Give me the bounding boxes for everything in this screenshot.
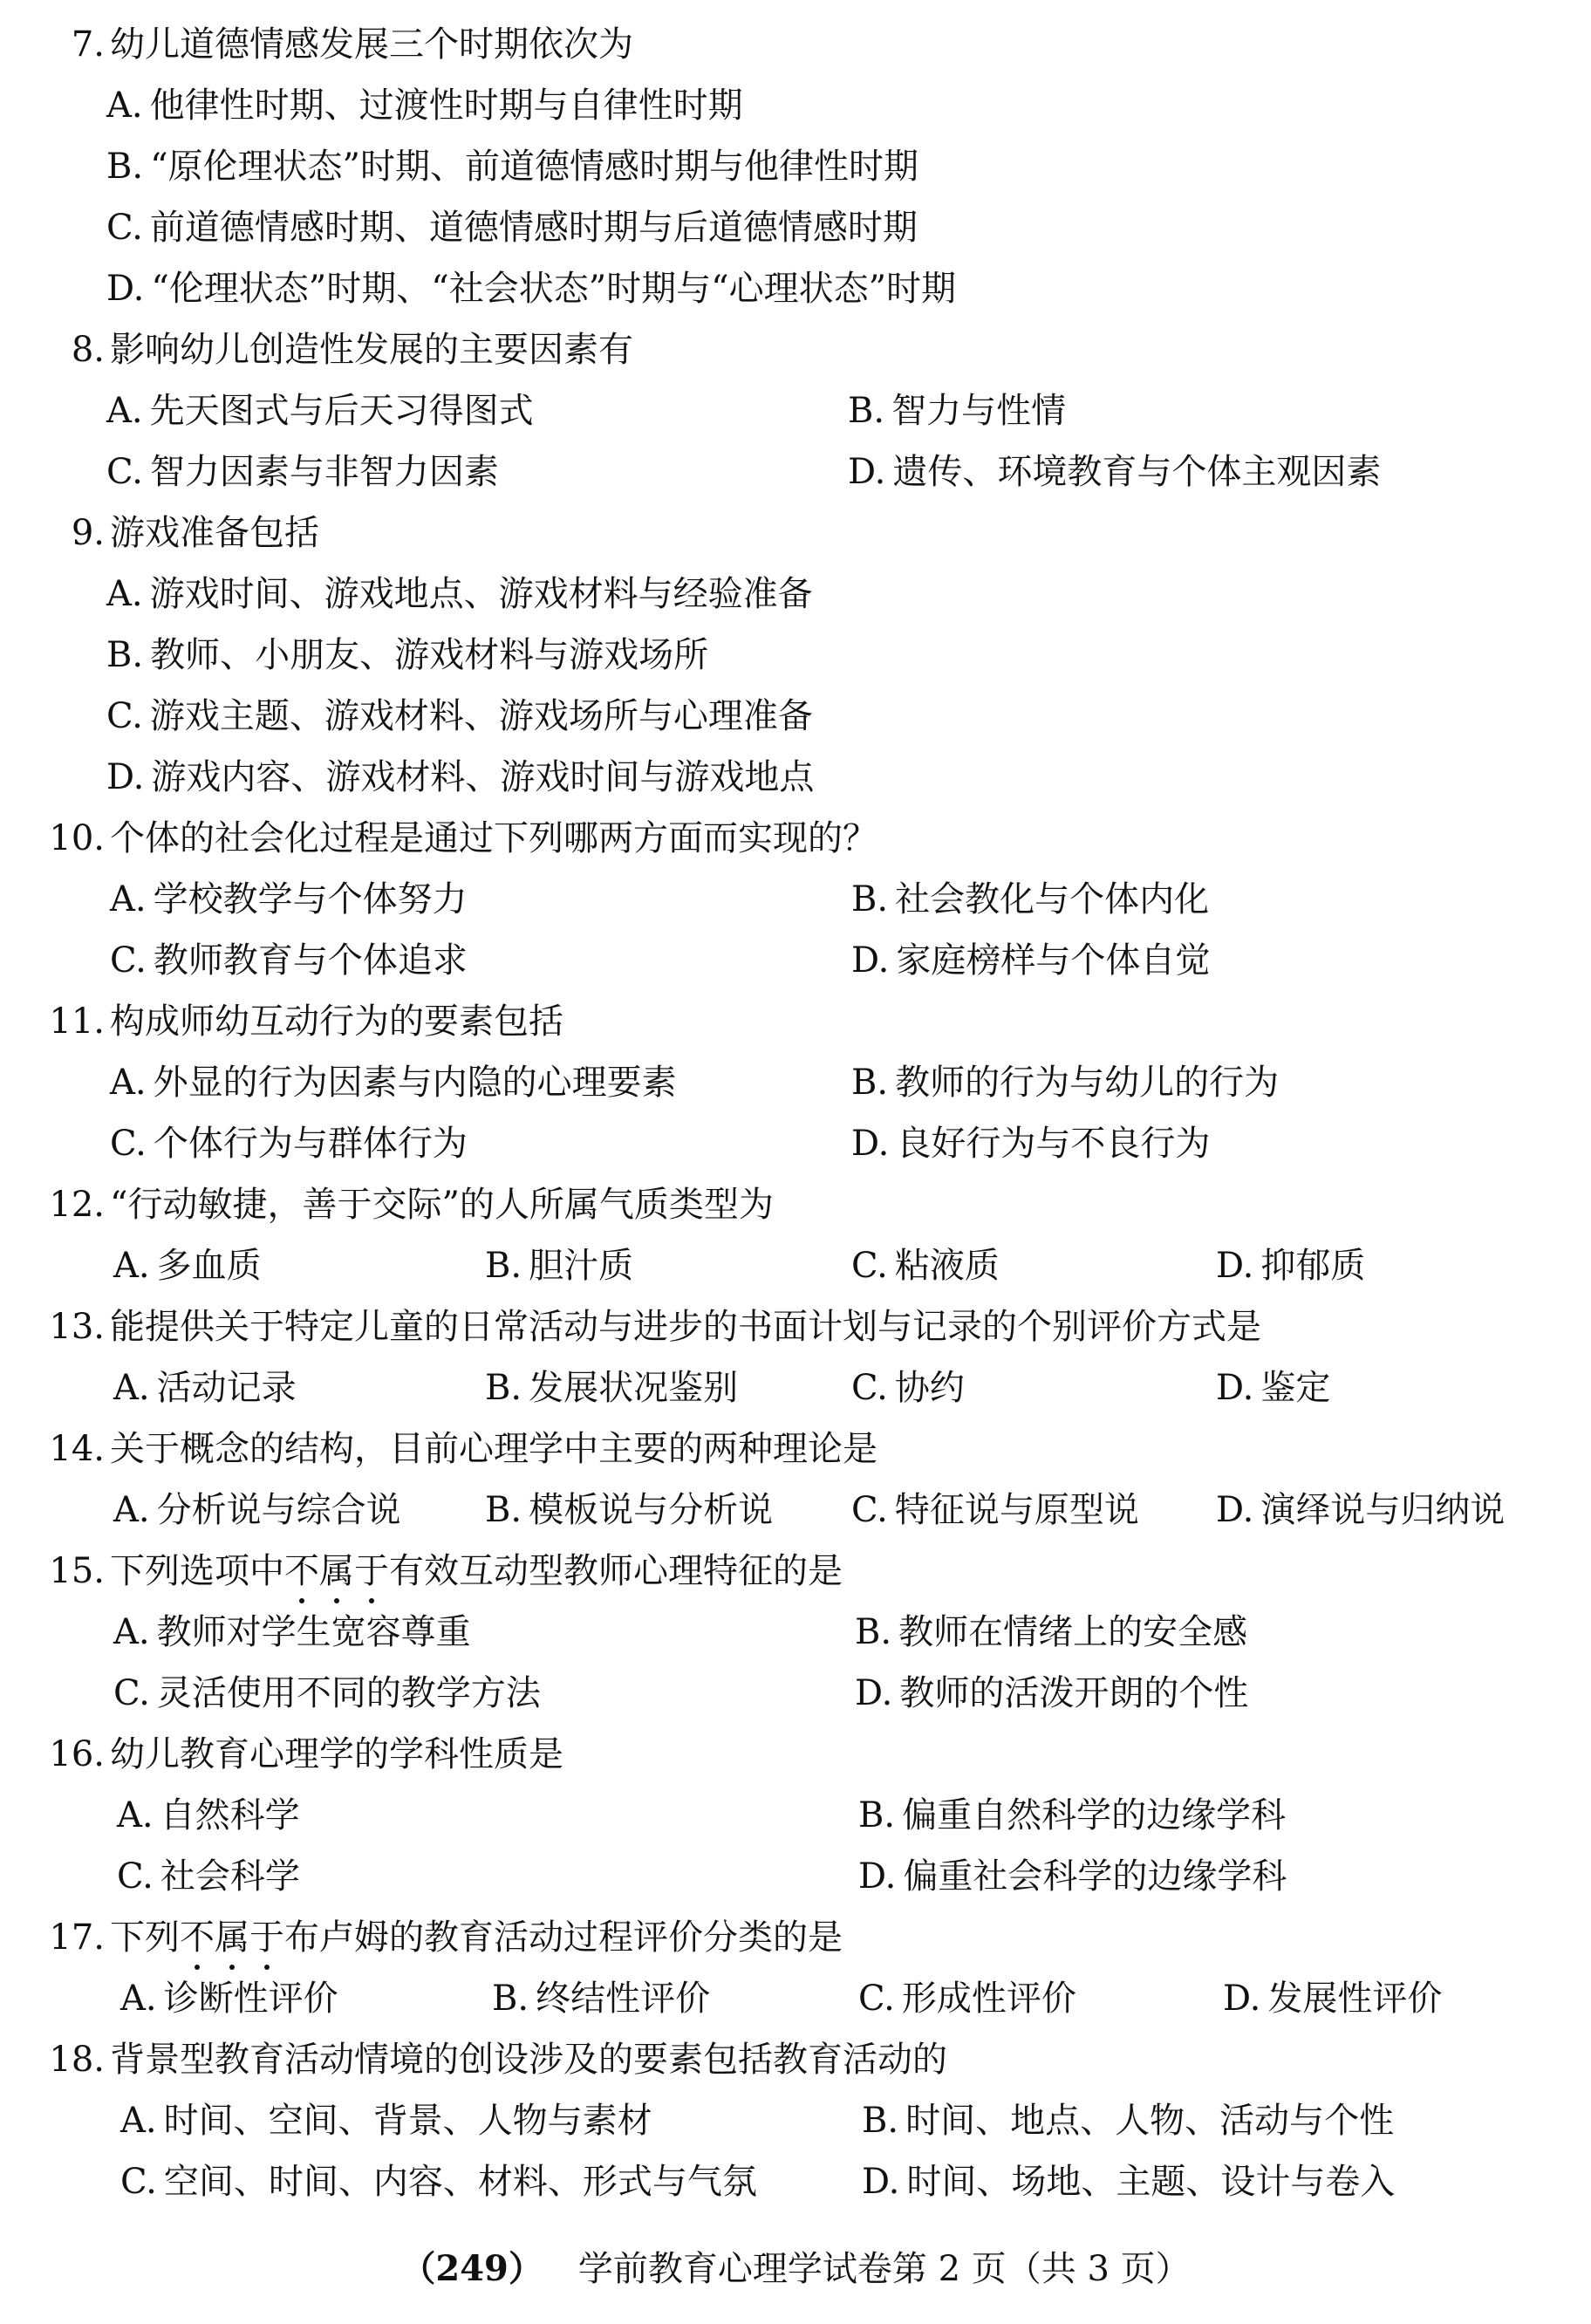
- question-text: 个体的社会化过程是通过下列哪两方面而实现的？: [110, 818, 877, 858]
- option-text: 演绎说与归纳说: [1260, 1490, 1506, 1530]
- option-label: B.: [855, 1612, 892, 1652]
- option-b: [485, 1481, 773, 1539]
- option-label: B.: [851, 1063, 889, 1103]
- question-text: 关于概念的结构，目前心理学中主要的两种理论是: [110, 1429, 877, 1469]
- option-label: B.: [848, 391, 885, 431]
- question-number: 13.: [49, 1307, 105, 1347]
- question-number: 18.: [49, 2040, 105, 2080]
- option-label: C.: [858, 1979, 895, 2019]
- question-number: 17.: [49, 1917, 105, 1958]
- option-d: [1216, 1237, 1365, 1295]
- option-b: [492, 1970, 710, 2027]
- emphasis-char: 属: [215, 1909, 249, 1966]
- option-a: [106, 565, 813, 623]
- option-label: A.: [113, 1612, 150, 1652]
- option-text: 良好行为与不良行为: [896, 1124, 1211, 1164]
- option-text: 形成性评价: [901, 1979, 1076, 2019]
- question-number: 7.: [71, 24, 105, 65]
- option-label: C.: [106, 208, 143, 248]
- emphasis-char: 于: [354, 1542, 389, 1600]
- option-text: 教师的行为与幼儿的行为: [895, 1063, 1280, 1103]
- option-d: [851, 932, 1210, 989]
- option-text: 偏重社会科学的边缘学科: [903, 1856, 1287, 1897]
- option-text: 空间、时间、内容、材料、形式与气氛: [163, 2162, 757, 2202]
- question-text: [110, 1909, 843, 1966]
- option-label: D.: [851, 1124, 890, 1164]
- option-text: 教师、小朋友、游戏材料与游戏场所: [150, 635, 709, 675]
- option-c: [851, 1359, 965, 1417]
- option-text: 前道德情感时期、道德情感时期与后道德情感时期: [149, 208, 918, 248]
- option-c: [110, 1115, 468, 1172]
- option-c: [851, 1237, 1000, 1295]
- option-label: B.: [485, 1368, 522, 1408]
- option-label: D.: [106, 757, 145, 797]
- option-label: A.: [106, 574, 143, 614]
- question-text: 背景型教育活动情境的创设涉及的要素包括教育活动的: [110, 2040, 947, 2080]
- option-label: C.: [120, 2162, 157, 2202]
- option-label: D.: [855, 1673, 893, 1713]
- option-b: [858, 1787, 1286, 1844]
- option-text: 粘液质: [894, 1246, 1000, 1286]
- option-text: 分析说与综合说: [156, 1490, 401, 1530]
- option-text: 活动记录: [156, 1368, 297, 1408]
- option-a: [120, 1970, 338, 2027]
- option-text: 教师对学生宽容尊重: [156, 1612, 471, 1652]
- option-a: [117, 1787, 300, 1844]
- option-d: [848, 443, 1381, 501]
- option-label: B.: [851, 879, 889, 919]
- option-text: 家庭榜样与个体自觉: [896, 940, 1211, 981]
- option-label: C.: [113, 1673, 150, 1713]
- option-d: [855, 1664, 1248, 1722]
- option-c: [106, 199, 918, 256]
- option-a: [113, 1237, 262, 1295]
- emphasis-char: 不: [180, 1909, 215, 1966]
- option-text: 游戏主题、游戏材料、游戏场所与心理准备: [149, 696, 813, 736]
- question-number: 12.: [49, 1185, 105, 1225]
- option-a: [106, 77, 743, 134]
- stem-prefix: 下列选项中: [110, 1551, 284, 1591]
- option-text: 智力因素与非智力因素: [149, 452, 499, 492]
- option-label: D.: [1216, 1368, 1254, 1408]
- question-text: 构成师幼互动行为的要素包括: [110, 1001, 563, 1042]
- option-label: D.: [106, 269, 145, 309]
- option-text: 教师教育与个体追求: [153, 940, 468, 981]
- option-label: A.: [117, 1795, 154, 1835]
- question-text: 能提供关于特定儿童的日常活动与进步的书面计划与记录的个别评价方式是: [110, 1307, 1261, 1347]
- option-text: 抑郁质: [1260, 1246, 1366, 1286]
- option-label: A.: [110, 1063, 147, 1103]
- option-text: 多血质: [156, 1246, 262, 1286]
- option-text: 智力与性情: [891, 391, 1067, 431]
- option-text: 他律性时期、过渡性时期与自律性时期: [149, 85, 743, 126]
- option-label: A.: [120, 1979, 157, 2019]
- option-label: B.: [862, 2101, 899, 2141]
- option-label: C.: [851, 1490, 888, 1530]
- option-text: 外显的行为因素与内隐的心理要素: [153, 1063, 677, 1103]
- option-a: [113, 1359, 297, 1417]
- question-number: 11.: [49, 1001, 105, 1042]
- option-b: [851, 871, 1209, 928]
- option-label: C.: [110, 940, 147, 981]
- option-c: [120, 2153, 757, 2211]
- option-c: [110, 932, 468, 989]
- stem-prefix: 下列: [110, 1917, 180, 1958]
- question-number: 16.: [49, 1734, 105, 1774]
- option-label: D.: [858, 1856, 897, 1897]
- emphasis-char: 属: [319, 1542, 354, 1600]
- option-label: D.: [1216, 1490, 1254, 1530]
- option-b: [862, 2092, 1394, 2150]
- option-text: 社会教化与个体内化: [895, 879, 1210, 919]
- option-label: B.: [492, 1979, 529, 2019]
- question-number: 15.: [49, 1551, 105, 1591]
- option-b: [106, 626, 708, 684]
- option-text: 时间、地点、人物、活动与个性: [905, 2101, 1395, 2141]
- option-text: 鉴定: [1260, 1368, 1331, 1408]
- option-text: 特征说与原型说: [894, 1490, 1139, 1530]
- option-label: C.: [851, 1368, 888, 1408]
- option-text: 学校教学与个体努力: [153, 879, 468, 919]
- option-text: 发展状况鉴别: [529, 1368, 739, 1408]
- option-label: A.: [120, 2101, 157, 2141]
- option-label: C.: [851, 1246, 888, 1286]
- option-label: C.: [110, 1124, 147, 1164]
- option-d: [862, 2153, 1395, 2211]
- option-c: [106, 443, 499, 501]
- option-b: [485, 1237, 633, 1295]
- option-c: [113, 1664, 541, 1722]
- option-label: D.: [848, 452, 886, 492]
- page-footer: [0, 2239, 1591, 2300]
- stem-suffix: 布卢姆的教育活动过程评价分类的是: [284, 1917, 843, 1958]
- option-label: C.: [106, 696, 143, 736]
- option-label: D.: [1223, 1979, 1261, 2019]
- option-text: 终结性评价: [536, 1979, 711, 2019]
- option-label: A.: [106, 391, 143, 431]
- option-label: C.: [117, 1856, 154, 1897]
- option-label: D.: [1216, 1246, 1254, 1286]
- option-c: [851, 1481, 1139, 1539]
- option-text: 协约: [894, 1368, 965, 1408]
- option-d: [1223, 1970, 1442, 2027]
- option-a: [113, 1603, 471, 1661]
- option-label: A.: [106, 85, 143, 126]
- option-text: 社会科学: [160, 1856, 300, 1897]
- option-b: [855, 1603, 1247, 1661]
- option-text: 灵活使用不同的教学方法: [156, 1673, 541, 1713]
- page-info: 学前教育心理学试卷第 2 页（共 3 页）: [577, 2249, 1191, 2289]
- option-b: [106, 138, 918, 195]
- emphasis-char: 于: [249, 1909, 284, 1966]
- option-c: [858, 1970, 1076, 2027]
- option-label: C.: [106, 452, 143, 492]
- option-c: [117, 1848, 300, 1905]
- option-label: B.: [106, 635, 144, 675]
- option-label: D.: [862, 2162, 900, 2202]
- question-number: 9.: [71, 513, 105, 553]
- option-text: 遗传、环境教育与个体主观因素: [892, 452, 1382, 492]
- option-text: 时间、空间、背景、人物与素材: [163, 2101, 652, 2141]
- emphasis-word: [180, 1917, 284, 1958]
- question-number: 8.: [71, 330, 105, 370]
- option-b: [848, 382, 1066, 440]
- option-c: [106, 687, 813, 745]
- option-d: [1216, 1359, 1330, 1417]
- option-text: 先天图式与后天习得图式: [149, 391, 534, 431]
- question-number: 10.: [49, 818, 105, 858]
- option-text: 教师的活泼开朗的个性: [899, 1673, 1249, 1713]
- option-label: A.: [113, 1490, 150, 1530]
- option-text: 发展性评价: [1267, 1979, 1443, 2019]
- option-text: 胆汁质: [529, 1246, 634, 1286]
- question-text: 幼儿道德情感发展三个时期依次为: [110, 24, 633, 65]
- option-text: 个体行为与群体行为: [153, 1124, 468, 1164]
- option-a: [110, 871, 468, 928]
- option-text: 诊断性评价: [163, 1979, 338, 2019]
- option-text: 自然科学: [160, 1795, 300, 1835]
- option-a: [113, 1481, 401, 1539]
- option-label: B.: [106, 147, 144, 187]
- option-label: B.: [858, 1795, 896, 1835]
- option-d: [851, 1115, 1210, 1172]
- option-b: [851, 1054, 1279, 1111]
- option-a: [106, 382, 534, 440]
- option-label: A.: [113, 1246, 150, 1286]
- option-label: B.: [485, 1490, 522, 1530]
- option-text: 时间、场地、主题、设计与卷入: [906, 2162, 1396, 2202]
- option-a: [110, 1054, 677, 1111]
- question-text: 游戏准备包括: [110, 513, 319, 553]
- option-label: B.: [485, 1246, 522, 1286]
- option-label: D.: [851, 940, 890, 981]
- option-d: [106, 748, 814, 806]
- emphasis-char: 不: [284, 1542, 319, 1600]
- option-text: 游戏时间、游戏地点、游戏材料与经验准备: [149, 574, 813, 614]
- question-text: “行动敏捷，善于交际”的人所属气质类型为: [110, 1185, 774, 1225]
- option-d: [858, 1848, 1287, 1905]
- question-text: [110, 1542, 843, 1600]
- option-a: [120, 2092, 652, 2150]
- question-number: 14.: [49, 1429, 105, 1469]
- option-text: “伦理状态”时期、“社会状态”时期与“心理状态”时期: [151, 269, 957, 309]
- emphasis-word: [284, 1551, 389, 1591]
- option-b: [485, 1359, 738, 1417]
- option-d: [106, 260, 956, 318]
- option-text: “原伦理状态”时期、前道德情感时期与他律性时期: [150, 147, 919, 187]
- emphasis-marked-text: [284, 1542, 389, 1600]
- question-text: 幼儿教育心理学的学科性质是: [110, 1734, 563, 1774]
- option-label: A.: [110, 879, 147, 919]
- option-text: 偏重自然科学的边缘学科: [902, 1795, 1287, 1835]
- question-text: 影响幼儿创造性发展的主要因素有: [110, 330, 633, 370]
- option-label: A.: [113, 1368, 150, 1408]
- option-text: 教师在情绪上的安全感: [898, 1612, 1248, 1652]
- option-text: 模板说与分析说: [529, 1490, 774, 1530]
- option-text: 游戏内容、游戏材料、游戏时间与游戏地点: [151, 757, 815, 797]
- option-d: [1216, 1481, 1505, 1539]
- emphasis-marked-text: [180, 1909, 284, 1966]
- stem-suffix: 有效互动型教师心理特征的是: [389, 1551, 843, 1591]
- paper-code: （249）: [400, 2248, 543, 2289]
